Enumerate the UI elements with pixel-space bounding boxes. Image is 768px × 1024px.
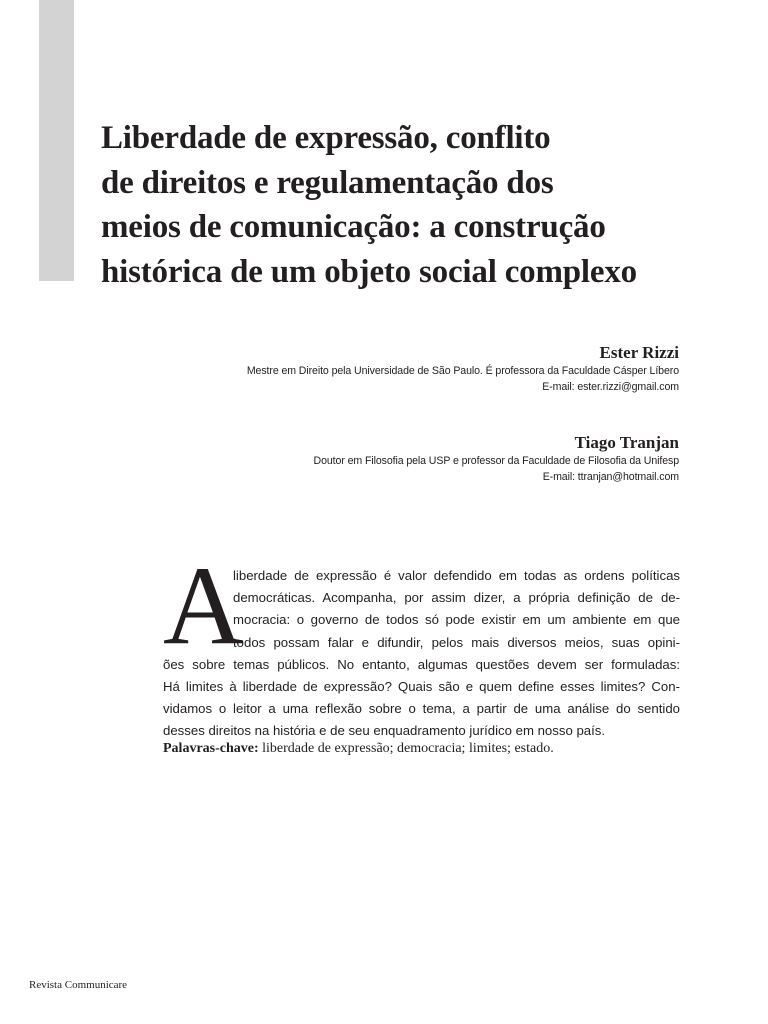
author-affiliation: Doutor em Filosofia pela USP e professor da Faculdade de Filosofia da Unifesp: [313, 455, 679, 467]
abstract-line: ões sobre temas públicos. No entanto, algumas questões devem ser formuladas:: [163, 656, 680, 672]
author-name: Tiago Tranjan: [574, 433, 679, 452]
keywords-label: Palavras-chave:: [163, 741, 259, 756]
journal-footer: Revista Communicare: [29, 979, 128, 991]
abstract-drop-cap: A: [163, 544, 244, 668]
abstract-line: desses direitos na história e de seu enquadramento jurídico em nosso país.: [163, 723, 606, 739]
title-line: histórica de um objeto social complexo: [101, 253, 637, 290]
article-title: [101, 116, 721, 294]
author-block-ester-rizzi: [79, 343, 679, 395]
title-line: meios de comunicação: a construção: [101, 209, 606, 245]
abstract-line: liberdade de expressão é valor defendido em todas as ordens políticas: [233, 568, 680, 583]
abstract-line: Há limites à liberdade de expressão? Quais são e quem define esses limites? Con-: [163, 678, 680, 694]
title-line: de direitos e regulamentação dos: [101, 164, 554, 201]
author-name: Ester Rizzi: [599, 343, 679, 362]
abstract-line: todos possam falar e difundir, pelos mais diversos meios, suas opini-: [233, 634, 680, 650]
abstract: [163, 565, 680, 743]
abstract-line: vidamos o leitor a uma reflexão sobre o tema, a partir de uma análise do sentido: [163, 701, 680, 717]
author-affiliation: Mestre em Direito pela Universidade de São Paulo. É professora da Faculdade Cásper Líbero: [246, 365, 679, 377]
author-block-tiago-tranjan: [79, 433, 679, 485]
decorative-side-bar: [39, 0, 74, 281]
abstract-line: democráticas. Acompanha, por assim dizer, a própria definição de de-: [233, 590, 680, 606]
keywords: [163, 739, 723, 759]
author-email: E-mail: ester.rizzi@gmail.com: [542, 380, 679, 393]
abstract-line: mocracia: o governo de todos só pode existir em um ambiente em que: [233, 612, 680, 628]
author-email: E-mail: ttranjan@hotmail.com: [542, 470, 679, 483]
title-line: Liberdade de expressão, conflito: [101, 120, 551, 156]
keywords-text: liberdade de expressão; democracia; limites; estado.: [258, 741, 554, 756]
